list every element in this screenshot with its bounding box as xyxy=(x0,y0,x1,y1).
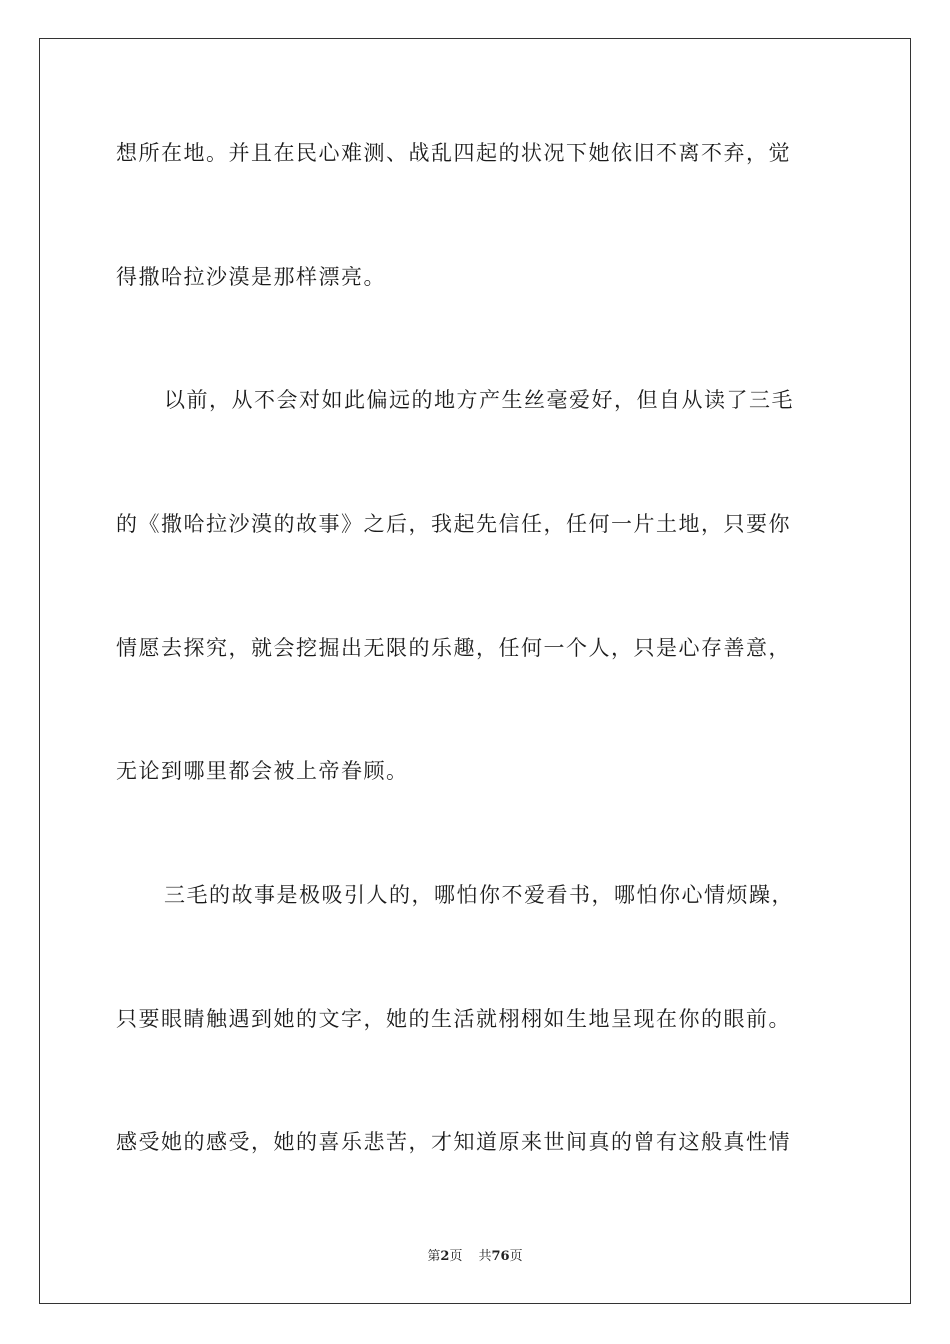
text-line-2: 得撒哈拉沙漠是那样漂亮。 xyxy=(116,265,386,289)
page-number: 2 xyxy=(440,1249,450,1264)
text-line-7: 三毛的故事是极吸引人的，哪怕你不爱看书，哪怕你心情烦躁， xyxy=(164,883,794,907)
text-line-6: 无论到哪里都会被上帝眷顾。 xyxy=(116,759,409,783)
text-line-5: 情愿去探究，就会挖掘出无限的乐趣，任何一个人，只是心存善意， xyxy=(116,636,791,660)
text-line-3: 以前，从不会对如此偏远的地方产生丝毫爱好，但自从读了三毛 xyxy=(164,388,794,412)
page-prefix: 第 xyxy=(427,1249,441,1264)
text-line-4: 的《撒哈拉沙漠的故事》之后，我起先信任，任何一片土地，只要你 xyxy=(116,512,791,536)
text-line-1: 想所在地。并且在民心难测、战乱四起的状况下她依旧不离不弃，觉 xyxy=(116,141,791,165)
text-line-9: 感受她的感受，她的喜乐悲苦，才知道原来世间真的曾有这般真性情 xyxy=(116,1130,791,1154)
text-line-8: 只要眼睛触遇到她的文字，她的生活就栩栩如生地呈现在你的眼前。 xyxy=(116,1007,791,1031)
page-border xyxy=(39,38,911,1304)
page-footer xyxy=(0,1248,950,1266)
page-suffix: 页 xyxy=(449,1249,463,1264)
total-prefix: 共 xyxy=(478,1249,492,1264)
total-pages: 76 xyxy=(491,1249,510,1264)
total-suffix: 页 xyxy=(509,1249,523,1264)
